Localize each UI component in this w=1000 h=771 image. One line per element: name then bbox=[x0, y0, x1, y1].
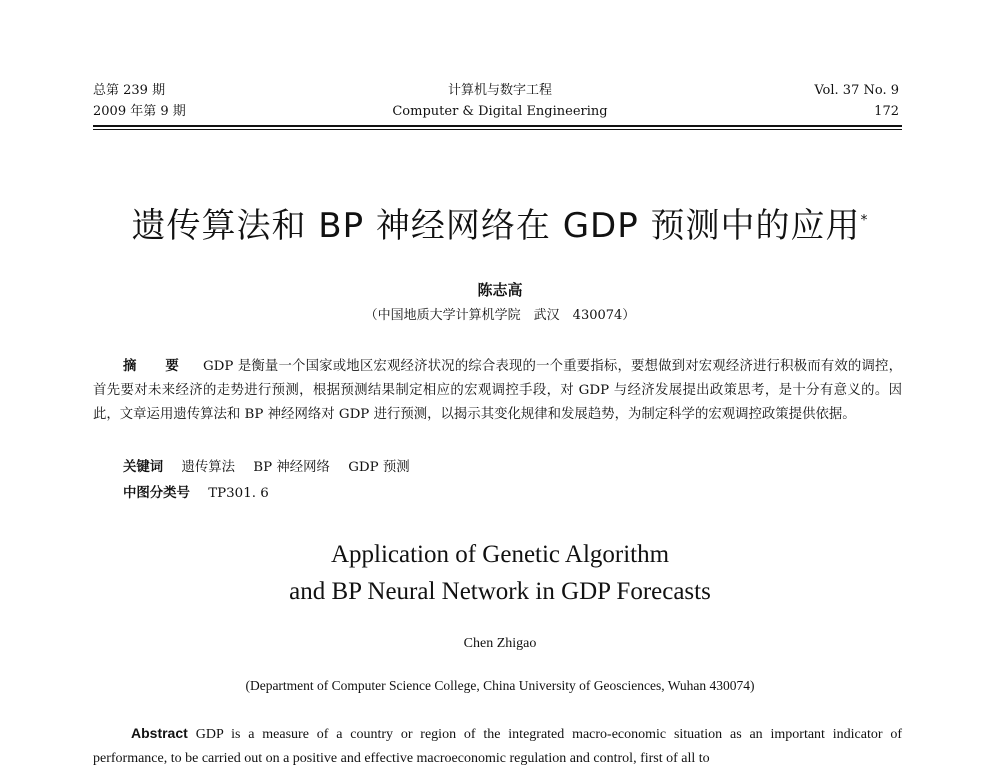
keywords-cn-label: 关键词 bbox=[123, 460, 164, 475]
header-rule-thin bbox=[93, 129, 902, 130]
author-cn: 陈志高 bbox=[477, 281, 523, 299]
abstract-en bbox=[93, 721, 902, 771]
paper-title-en-line2: and BP Neural Network in GDP Forecasts bbox=[289, 578, 711, 605]
journal-name-cn: 计算机与数字工程 bbox=[447, 83, 552, 98]
journal-name-en: Computer & Digital Engineering bbox=[392, 104, 608, 119]
keyword-item: 遗传算法 bbox=[181, 460, 235, 475]
classification-value: TP301. 6 bbox=[208, 486, 269, 501]
page-number: 172 bbox=[874, 104, 899, 119]
title-footnote-mark: * bbox=[860, 212, 869, 229]
affiliation-cn: （中国地质大学计算机学院 武汉 430074） bbox=[364, 308, 636, 323]
journal-name bbox=[300, 80, 700, 122]
keywords-cn bbox=[123, 458, 424, 478]
header-rule-thick bbox=[93, 125, 902, 127]
abstract-cn bbox=[93, 355, 902, 427]
keyword-item: GDP 预测 bbox=[348, 460, 410, 475]
abstract-en-label: Abstract bbox=[131, 725, 188, 741]
affiliation-en: (Department of Computer Science College, China University of Geosciences, Wuhan 430074) bbox=[245, 678, 755, 693]
volume-info bbox=[814, 80, 899, 122]
volume-number: Vol. 37 No. 9 bbox=[814, 83, 899, 98]
paper-title-cn-text: 遗传算法和 BP 神经网络在 GDP 预测中的应用 bbox=[131, 206, 861, 246]
classification-label: 中图分类号 bbox=[123, 486, 190, 501]
paper-title-en-line1: Application of Genetic Algorithm bbox=[330, 541, 670, 568]
issue-total: 总第 239 期 bbox=[93, 83, 166, 98]
paper-title-cn bbox=[0, 198, 1000, 247]
abstract-cn-label: 摘 要 bbox=[123, 359, 191, 374]
issue-year: 2009 年第 9 期 bbox=[93, 104, 186, 119]
keyword-item: BP 神经网络 bbox=[253, 460, 330, 475]
issue-info bbox=[93, 80, 186, 122]
abstract-en-text: GDP is a measure of a country or region of the integrated macro-economic situation as an important indicator of performance, to be carried out on a positive and effective macroeconomic regulation and control, first of all to bbox=[93, 727, 902, 766]
abstract-cn-text: GDP 是衡量一个国家或地区宏观经济状况的综合表现的一个重要指标，要想做到对宏观经济进行积极而有效的调控，首先要对未来经济的走势进行预测，根据预测结果制定相应的宏观调控手段，对 GDP 与经济发展提出政策思考，是十分有意义的。因此，文章运用遗传算法和 BP 神经网络对 GDP 进行预测，以揭示其变化规律和发展趋势，为制定科学的宏观调控政策提供依据。 bbox=[93, 359, 902, 422]
classification-cn bbox=[123, 484, 269, 504]
author-en: Chen Zhigao bbox=[463, 636, 537, 651]
paper-title-en bbox=[0, 536, 1000, 610]
